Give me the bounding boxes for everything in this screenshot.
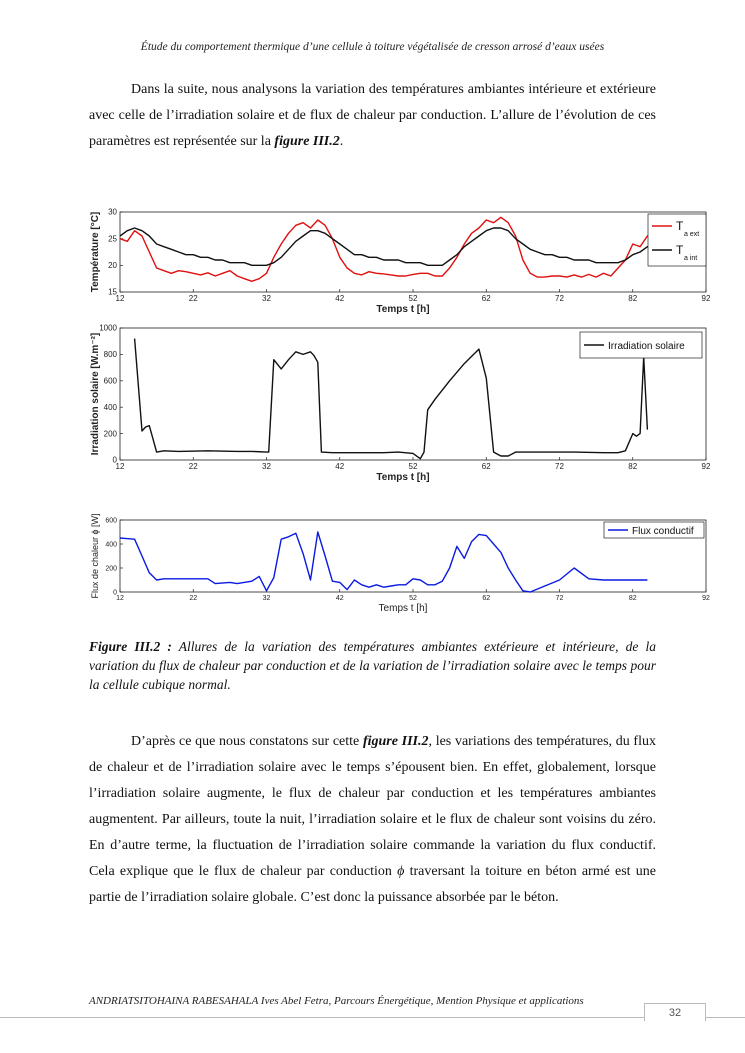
figure-reference-2: figure III.2 bbox=[362, 734, 429, 749]
irradiation-plot bbox=[90, 324, 711, 483]
x-axis-label: Temps t [h] bbox=[376, 472, 430, 483]
y-tick-label: 0 bbox=[112, 455, 117, 465]
y-tick-label: 0 bbox=[113, 589, 117, 597]
x-tick-label: 42 bbox=[335, 294, 345, 303]
caption-text: Allures de la variation des températures ambiantes extérieure et intérieure, de la variation du flux de chaleur par conduction et de la variation de l’irradiation solaire avec le temps pour la cellule cubique normal. bbox=[89, 639, 656, 692]
x-axis-label: Temps t [h] bbox=[378, 603, 428, 614]
page-number: 32 bbox=[644, 1003, 706, 1021]
legend-label: Flux conductif bbox=[632, 526, 694, 537]
y-axis-label: Température [°C] bbox=[90, 211, 101, 293]
footer-divider bbox=[0, 1017, 745, 1018]
legend-subscript: a ext bbox=[684, 231, 700, 238]
analysis-paragraph bbox=[89, 729, 656, 911]
plot-frame bbox=[120, 212, 706, 292]
x-tick-label: 62 bbox=[481, 294, 491, 303]
x-tick-label: 32 bbox=[262, 462, 271, 471]
figure-caption bbox=[89, 637, 656, 694]
x-tick-label: 92 bbox=[701, 294, 711, 303]
x-tick-label: 82 bbox=[628, 595, 637, 602]
x-tick-label: 92 bbox=[701, 462, 711, 471]
x-tick-label: 42 bbox=[335, 595, 344, 602]
x-tick-label: 32 bbox=[262, 595, 271, 602]
y-tick-label: 30 bbox=[108, 207, 117, 217]
x-tick-label: 92 bbox=[702, 595, 710, 602]
x-tick-label: 72 bbox=[555, 595, 564, 602]
y-tick-label: 200 bbox=[105, 565, 117, 573]
y-axis-label: Irradiation solaire [W.m⁻²] bbox=[90, 332, 101, 456]
intro-text: Dans la suite, nous analysons la variation des températures ambiantes intérieure et extérieure avec celle de l’irradiation solaire et de flux de chaleur par conduction. L’allure de l’évolution de ces paramètres est représentée sur la bbox=[89, 82, 656, 149]
analysis-text: , les variations des températures, du flux de chaleur et de l’irradiation solaire avec le temps s’épousent bien. En effet, globalement, lorsque l’irradiation solaire augmente, le flux de chaleur par conduction et les températures ambiantes augmentent. Par ailleurs, toute la nuit, l’irradiation solaire et le flux de chaleur sont voisins du zéro. En d’autre terme, la fluctuation de l’irradiation solaire commande la variation du flux conductif. Cela explique que le flux de chaleur par conduction bbox=[89, 734, 656, 879]
y-tick-label: 20 bbox=[108, 261, 117, 270]
analysis-start: D’après ce que nous constatons sur cette bbox=[131, 734, 363, 749]
y-tick-label: 800 bbox=[103, 350, 117, 360]
x-tick-label: 72 bbox=[555, 294, 564, 303]
y-tick-label: 600 bbox=[105, 517, 117, 525]
x-tick-label: 52 bbox=[408, 294, 418, 303]
x-tick-label: 32 bbox=[262, 294, 271, 303]
x-tick-label: 22 bbox=[189, 595, 198, 602]
x-tick-label: 82 bbox=[628, 294, 638, 303]
figure-reference: figure III.2 bbox=[274, 134, 340, 149]
y-tick-label: 600 bbox=[103, 376, 117, 386]
y-tick-label: 25 bbox=[108, 234, 117, 244]
figure-iii-2 bbox=[88, 200, 728, 620]
x-tick-label: 52 bbox=[408, 462, 418, 471]
flux-plot bbox=[90, 513, 710, 614]
analysis-text-end: traversant la toiture en béton armé est une partie de l’irradiation solaire globale. C’est donc la puissance absorbée par le béton. bbox=[89, 864, 656, 905]
temperature-plot bbox=[90, 208, 711, 315]
y-tick-label: 200 bbox=[103, 429, 117, 439]
y-tick-label: 400 bbox=[103, 402, 117, 412]
y-tick-label: 400 bbox=[105, 541, 117, 549]
intro-end: . bbox=[339, 134, 344, 149]
running-header: Étude du comportement thermique d’une cellule à toiture végétalisée de cresson arrosé d’eaux usées bbox=[140, 41, 605, 53]
x-tick-label: 82 bbox=[628, 462, 638, 471]
phi-symbol: ϕ bbox=[397, 864, 405, 879]
legend-label: Irradiation solaire bbox=[608, 341, 685, 352]
x-tick-label: 22 bbox=[188, 294, 198, 303]
x-tick-label: 12 bbox=[115, 462, 125, 471]
footer-author: ANDRIATSITOHAINA RABESAHALA Ives Abel Fetra, Parcours Énergétique, Mention Physique et applications bbox=[89, 995, 584, 1007]
y-axis-label: Flux de chaleur ϕ [W] bbox=[90, 513, 100, 599]
legend-label: T bbox=[676, 219, 684, 233]
x-tick-label: 72 bbox=[555, 462, 564, 471]
caption-label: Figure III.2 : bbox=[89, 639, 172, 654]
x-tick-label: 62 bbox=[481, 462, 491, 471]
y-tick-label: 1000 bbox=[99, 323, 117, 333]
x-tick-label: 42 bbox=[335, 462, 345, 471]
x-tick-label: 12 bbox=[115, 294, 125, 303]
x-tick-label: 22 bbox=[188, 462, 198, 471]
legend-label: T bbox=[676, 243, 684, 257]
legend-subscript: a int bbox=[684, 255, 698, 262]
intro-paragraph bbox=[89, 77, 656, 155]
y-tick-label: 15 bbox=[108, 287, 117, 297]
x-axis-label: Temps t [h] bbox=[376, 304, 430, 315]
x-tick-label: 12 bbox=[116, 595, 124, 602]
x-tick-label: 52 bbox=[409, 595, 417, 602]
x-tick-label: 62 bbox=[482, 595, 491, 602]
